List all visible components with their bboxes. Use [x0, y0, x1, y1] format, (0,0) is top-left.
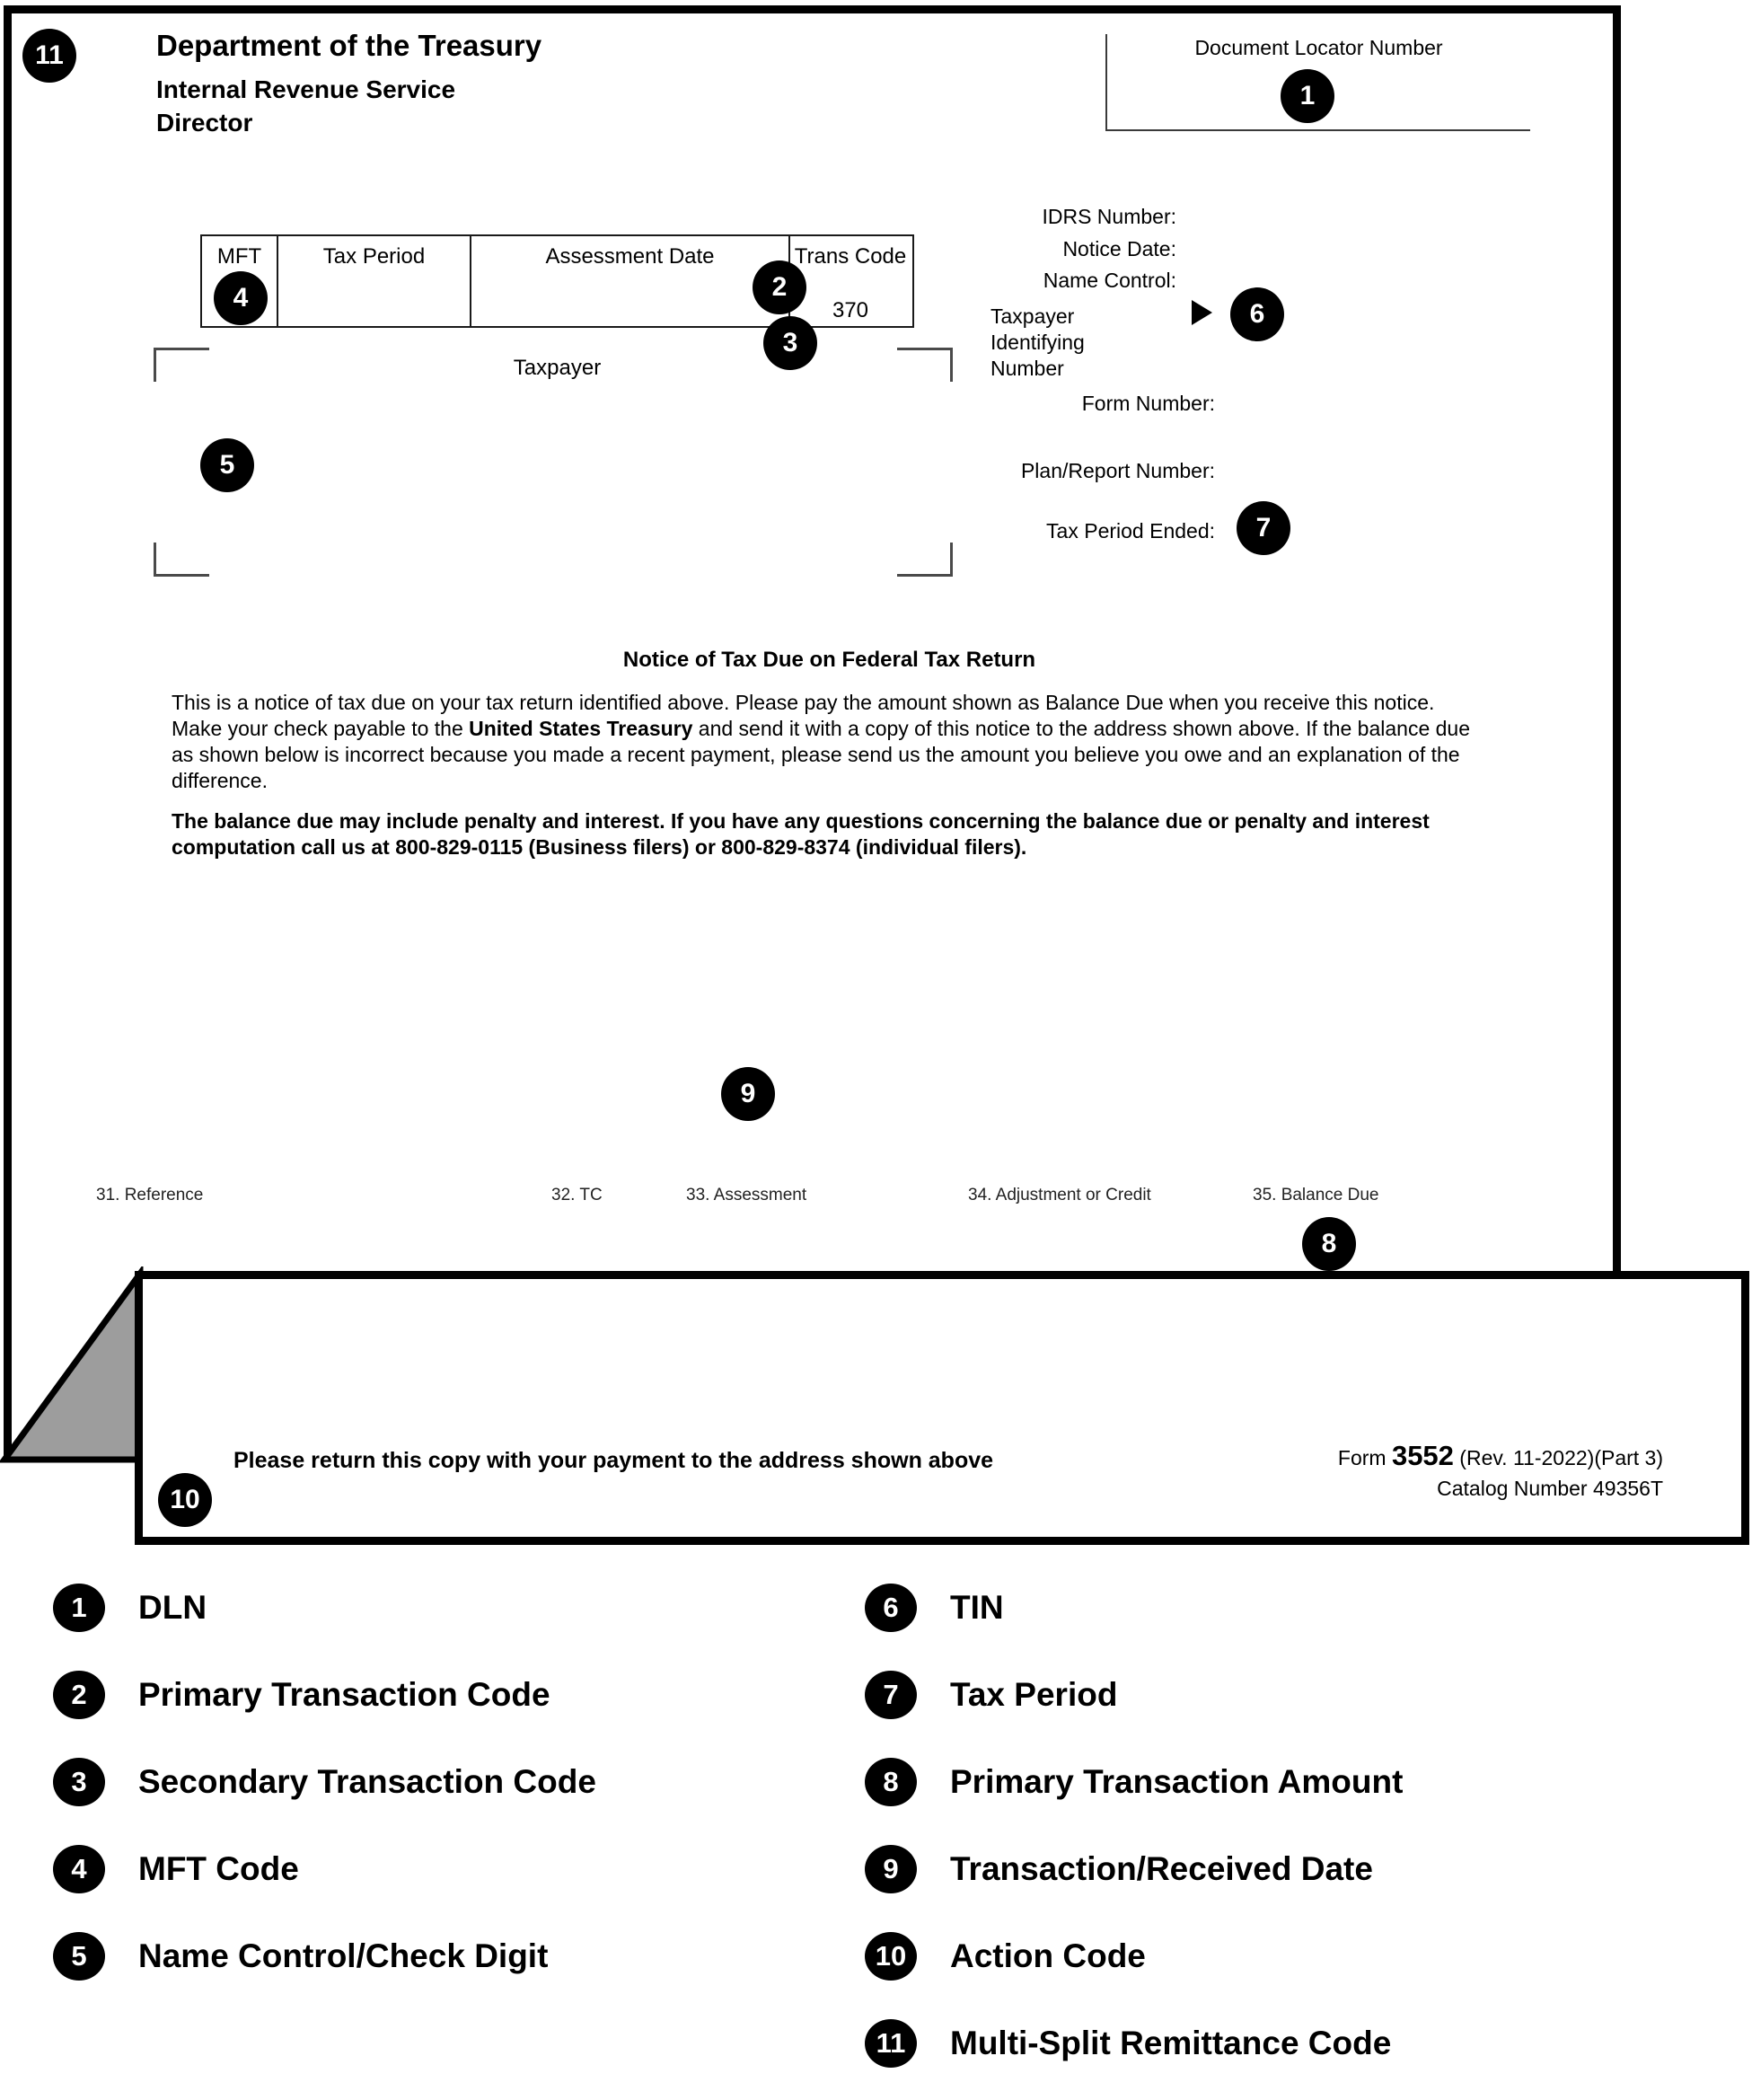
- legend-badge-7: 7: [865, 1671, 917, 1719]
- form-page-border: [4, 5, 1621, 1276]
- column-31-reference: 31. Reference: [96, 1186, 204, 1204]
- tax-period-cell: [278, 236, 471, 326]
- form-number-value: 3552: [1391, 1440, 1454, 1471]
- plan-report-number-label: Plan/Report Number:: [1020, 459, 1215, 482]
- bracket-top-right: [897, 348, 953, 382]
- legend-label-mft-code: MFT Code: [138, 1850, 299, 1887]
- legend-item-name-control-check-digit: [53, 1930, 548, 1982]
- tin-label-line3: Number: [990, 357, 1064, 380]
- form-part: (Part 3): [1594, 1446, 1663, 1469]
- notice-paragraph-2: The balance due may include penalty and interest. If you have any questions concerning the balance due or penalty and interest computation call us at 800-829-0115 (Business filers) or 800-829-8374 (individual filers).: [172, 809, 1430, 859]
- notice-p1-after: and send it with a copy of this notice to the address shown above. If the balance due as shown below is incorrect because you made a recent payment, please send us the amount you believe you owe and an explanation of the difference.: [172, 717, 1471, 792]
- callout-2-primary-transaction-code: 2: [753, 260, 806, 314]
- notice-p1-before: This is a notice of tax due on your tax return identified above. Please pay the amount shown as Balance Due when you receive this notice. Make your check payable to the: [172, 691, 1435, 740]
- legend-badge-8: 8: [865, 1758, 917, 1806]
- column-32-tc: 32. TC: [551, 1186, 603, 1204]
- form-identifier: [1338, 1440, 1663, 1472]
- agency-name: Department of the Treasury: [156, 29, 542, 62]
- callout-3-secondary-transaction-code: 3: [763, 316, 817, 370]
- legend-item-dln: [53, 1582, 207, 1634]
- callout-6-tin: 6: [1230, 287, 1284, 341]
- column-35-balance-due: 35. Balance Due: [1253, 1186, 1379, 1204]
- callout-4-mft-code: 4: [214, 271, 268, 325]
- column-33-assessment: 33. Assessment: [686, 1186, 807, 1204]
- legend-label-primary-transaction-amount: Primary Transaction Amount: [950, 1763, 1404, 1800]
- name-control-label: Name Control:: [1043, 269, 1176, 292]
- callout-10-action-code: 10: [158, 1473, 212, 1527]
- legend-item-primary-transaction-code: [53, 1669, 550, 1721]
- legend-item-transaction-received-date: [865, 1843, 1373, 1895]
- dln-label: Document Locator Number: [1194, 36, 1443, 59]
- legend-label-secondary-transaction-code: Secondary Transaction Code: [138, 1763, 596, 1800]
- trans-code-cell: [790, 236, 911, 326]
- legend-item-tin: [865, 1582, 1004, 1634]
- legend-item-tax-period: [865, 1669, 1117, 1721]
- callout-7-tax-period: 7: [1237, 501, 1290, 555]
- legend-label-tax-period: Tax Period: [950, 1676, 1118, 1713]
- form-number-label: Form Number:: [1081, 392, 1215, 415]
- legend-badge-5: 5: [53, 1932, 105, 1981]
- callout-1-dln: 1: [1281, 69, 1334, 123]
- trans-code-value: 370: [832, 298, 869, 322]
- legend-label-name-control-check-digit: Name Control/Check Digit: [138, 1937, 549, 1974]
- legend-badge-4: 4: [53, 1845, 105, 1893]
- payment-stub: [135, 1271, 1749, 1545]
- notice-date-label: Notice Date:: [1062, 237, 1176, 260]
- mft-header: MFT: [216, 244, 262, 269]
- trans-code-header: Trans Code: [794, 244, 907, 269]
- return-instruction: Please return this copy with your payment to the address shown above: [233, 1448, 994, 1473]
- legend-label-transaction-received-date: Transaction/Received Date: [950, 1850, 1373, 1887]
- callout-9-transaction-received-date: 9: [721, 1067, 775, 1121]
- callout-11-multi-split-remittance-code: 11: [22, 29, 76, 83]
- assessment-date-cell: [471, 236, 790, 326]
- form-word: Form: [1337, 1446, 1387, 1469]
- tin-label-line2: Identifying: [990, 331, 1085, 354]
- callout-5-name-control: 5: [200, 438, 254, 492]
- bracket-bottom-right: [897, 543, 953, 577]
- fold-triangle: [0, 1266, 153, 1469]
- legend-badge-3: 3: [53, 1758, 105, 1806]
- assessment-date-header: Assessment Date: [545, 244, 715, 269]
- legend-label-tin: TIN: [950, 1589, 1004, 1626]
- bracket-bottom-left: [154, 543, 209, 577]
- legend-badge-2: 2: [53, 1671, 105, 1719]
- taxpayer-area-label: Taxpayer: [513, 356, 602, 380]
- column-34-adjustment-or-credit: 34. Adjustment or Credit: [968, 1186, 1151, 1204]
- legend-item-mft-code: [53, 1843, 299, 1895]
- notice-title: Notice of Tax Due on Federal Tax Return: [622, 648, 1036, 672]
- legend-badge-10: 10: [865, 1932, 917, 1981]
- legend-badge-9: 9: [865, 1845, 917, 1893]
- tax-period-ended-label: Tax Period Ended:: [1046, 519, 1215, 543]
- legend-item-multi-split-remittance-code: [865, 2017, 1391, 2069]
- legend-item-secondary-transaction-code: [53, 1756, 596, 1808]
- tax-period-header: Tax Period: [322, 244, 426, 269]
- tin-label-line1: Taxpayer: [990, 304, 1075, 328]
- agency-director: Director: [156, 109, 253, 137]
- catalog-number: Catalog Number 49356T: [1437, 1477, 1663, 1500]
- legend-label-primary-transaction-code: Primary Transaction Code: [138, 1676, 550, 1713]
- form-revision: (Rev. 11-2022): [1453, 1446, 1595, 1469]
- callout-8-primary-transaction-amount: 8: [1302, 1217, 1356, 1271]
- legend-item-primary-transaction-amount: [865, 1756, 1403, 1808]
- legend-item-action-code: [865, 1930, 1146, 1982]
- notice-p1-bold: United States Treasury: [469, 717, 693, 740]
- bracket-top-left: [154, 348, 209, 382]
- legend-label-dln: DLN: [138, 1589, 207, 1626]
- legend-badge-11: 11: [865, 2019, 917, 2068]
- legend-label-multi-split-remittance-code: Multi-Split Remittance Code: [950, 2025, 1392, 2061]
- assessment-table: [200, 234, 914, 328]
- agency-service: Internal Revenue Service: [156, 75, 456, 103]
- legend-badge-6: 6: [865, 1584, 917, 1632]
- legend-label-action-code: Action Code: [950, 1937, 1146, 1974]
- idrs-number-label: IDRS Number:: [1042, 205, 1176, 228]
- legend-badge-1: 1: [53, 1584, 105, 1632]
